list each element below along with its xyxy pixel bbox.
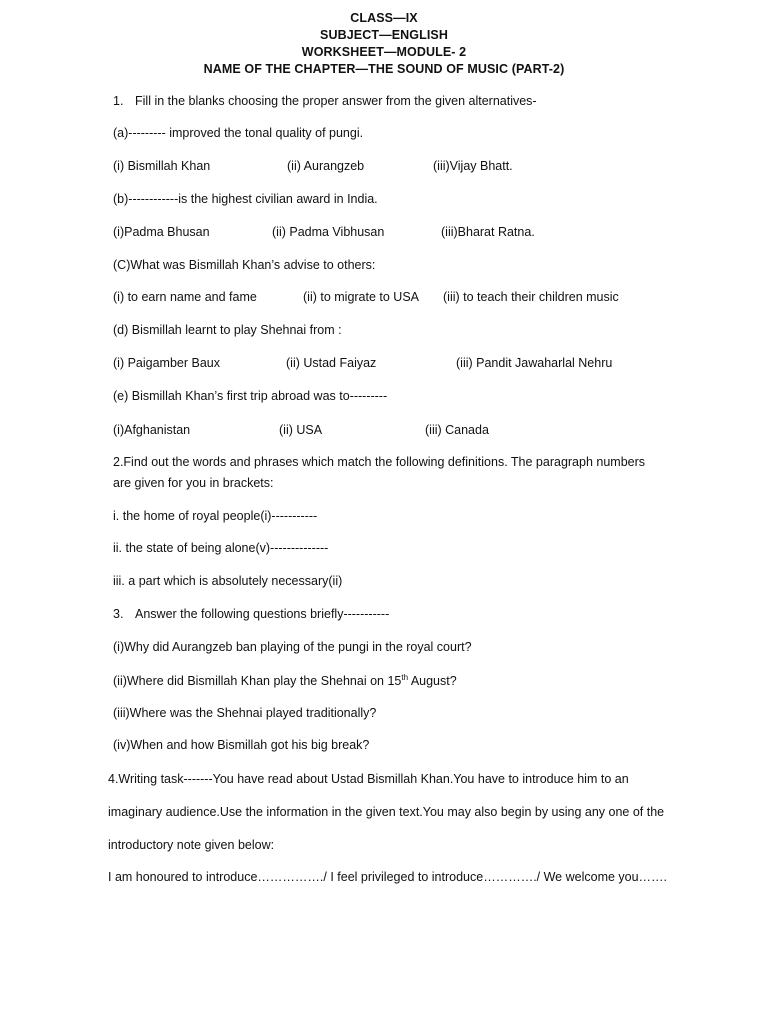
subject-heading: SUBJECT—ENGLISH bbox=[320, 28, 448, 42]
q1d-option-3: (iii) Pandit Jawaharlal Nehru bbox=[456, 356, 613, 370]
q2-item-1: i. the home of royal people(i)----------- bbox=[113, 509, 318, 523]
q3-instruction: Answer the following questions briefly----------- bbox=[135, 607, 390, 621]
q1e-option-3: (iii) Canada bbox=[425, 423, 489, 437]
q3-item-2 bbox=[113, 673, 457, 688]
q3-item-3: (iii)Where was the Shehnai played traditionally? bbox=[113, 706, 377, 720]
q1c-option-2: (ii) to migrate to USA bbox=[303, 290, 420, 304]
q1d-option-2: (ii) Ustad Faiyaz bbox=[286, 356, 377, 370]
q2-item-2: ii. the state of being alone(v)-------------- bbox=[113, 541, 329, 555]
q1e-text: (e) Bismillah Khan’s first trip abroad was to--------- bbox=[113, 389, 388, 403]
q1c-option-1: (i) to earn name and fame bbox=[113, 290, 257, 304]
q4-line-4: I am honoured to introduce……………./ I feel privileged to introduce…………./ We welcome you……. bbox=[108, 870, 668, 884]
q1-number: 1. bbox=[113, 94, 124, 108]
q1b-option-2: (ii) Padma Vibhusan bbox=[272, 225, 385, 239]
q1a-option-2: (ii) Aurangzeb bbox=[287, 159, 365, 173]
q1b-option-3: (iii)Bharat Ratna. bbox=[441, 225, 535, 239]
class-heading: CLASS—IX bbox=[350, 11, 418, 25]
q3-item-2-sup: th bbox=[401, 673, 409, 682]
q3-item-4: (iv)When and how Bismillah got his big break? bbox=[113, 738, 370, 752]
q3-item-2-tail: August? bbox=[408, 674, 457, 689]
q1c-option-3: (iii) to teach their children music bbox=[443, 290, 619, 304]
q1b-option-1: (i)Padma Bhusan bbox=[113, 225, 210, 239]
q1b-text: (b)------------is the highest civilian award in India. bbox=[113, 192, 378, 206]
q4-line-1: 4.Writing task-------You have read about Ustad Bismillah Khan.You have to introduce him to an bbox=[108, 772, 629, 786]
q1e-option-1: (i)Afghanistan bbox=[113, 423, 191, 437]
q2-line-2: are given for you in brackets: bbox=[113, 476, 274, 490]
q1-instruction: Fill in the blanks choosing the proper answer from the given alternatives- bbox=[135, 94, 537, 108]
q2-item-3: iii. a part which is absolutely necessary(ii) bbox=[113, 574, 343, 588]
q4-line-2: imaginary audience.Use the information in the given text.You may also begin by using any one of the bbox=[108, 805, 665, 819]
q2-line-1: 2.Find out the words and phrases which match the following definitions. The paragraph numbers bbox=[113, 455, 646, 469]
q3-number: 3. bbox=[113, 607, 124, 621]
worksheet-heading: WORKSHEET—MODULE- 2 bbox=[301, 45, 467, 59]
q1d-text: (d) Bismillah learnt to play Shehnai from : bbox=[113, 323, 342, 337]
q1c-text: (C)What was Bismillah Khan’s advise to others: bbox=[113, 258, 376, 272]
q4-line-3: introductory note given below: bbox=[108, 838, 275, 852]
q1d-option-1: (i) Paigamber Baux bbox=[113, 356, 220, 370]
q3-item-2-text: (ii)Where did Bismillah Khan play the Shehnai on 15 bbox=[113, 674, 402, 689]
q1e-option-2: (ii) USA bbox=[279, 423, 323, 437]
q1a-text: (a)--------- improved the tonal quality of pungi. bbox=[113, 126, 364, 140]
q3-item-1: (i)Why did Aurangzeb ban playing of the pungi in the royal court? bbox=[113, 640, 472, 654]
q1a-option-1: (i) Bismillah Khan bbox=[113, 159, 211, 173]
chapter-heading: NAME OF THE CHAPTER—THE SOUND OF MUSIC (PART-2) bbox=[203, 62, 565, 76]
q1a-option-3: (iii)Vijay Bhatt. bbox=[433, 159, 513, 173]
